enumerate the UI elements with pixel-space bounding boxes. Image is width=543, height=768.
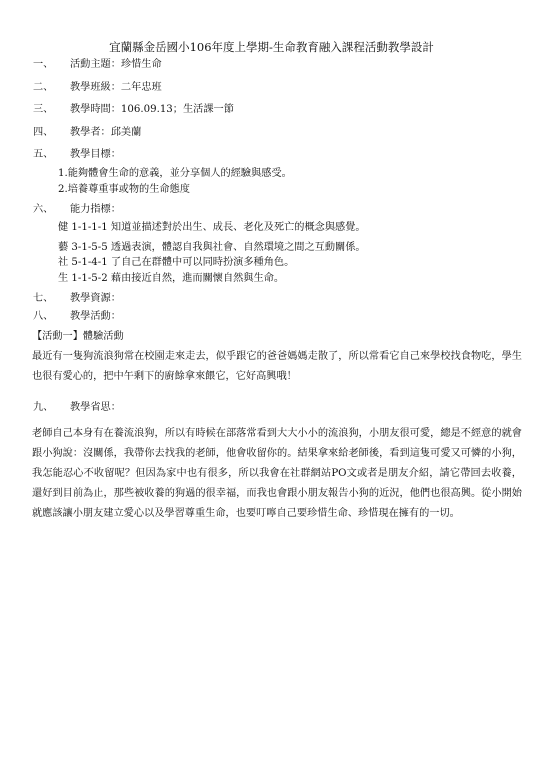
section-number: 一、 <box>33 59 54 70</box>
section-label: 教學班級：二年忠班 <box>70 82 162 93</box>
section-label: 教學省思： <box>70 402 121 413</box>
section-number: 三、 <box>33 104 54 115</box>
section-label: 教學者：邱美蘭 <box>70 127 142 138</box>
indicator-item: 社 5-1-4-1 了自己在群體中可以同時扮演多種角色。 <box>58 257 295 268</box>
activity-paragraph: 最近有一隻狗流浪狗常在校園走來走去，似乎跟它的爸爸媽媽走散了，所以常看它自己來學校找食物吃，學生也很有愛心的，把中午剩下的廚餘拿來餵它，它好高興哦！ <box>32 351 522 382</box>
section-number: 五、 <box>33 149 54 160</box>
indicator-item: 健 1-1-1-1 知道並描述對於出生、成長、老化及死亡的概念與感覺。 <box>58 222 366 233</box>
section-label: 教學目標： <box>70 149 121 160</box>
goal-item: 2.培養尊重事或物的生命態度 <box>58 184 190 195</box>
section-number: 九、 <box>33 402 54 413</box>
section-label: 活動主題：珍惜生命 <box>70 59 162 70</box>
activity-heading: 【活動一】體驗活動 <box>32 331 124 342</box>
section-label: 教學資源： <box>70 293 121 304</box>
section-number: 七、 <box>33 293 54 304</box>
indicator-item: 藝 3-1-5-5 透過表演，體認自我與社會、自然環境之間之互動關係。 <box>58 242 366 253</box>
section-number: 八、 <box>33 311 54 322</box>
section-number: 二、 <box>33 82 54 93</box>
indicator-item: 生 1-1-5-2 藉由接近自然，進而關懷自然與生命。 <box>58 273 285 284</box>
section-number: 六、 <box>33 204 54 215</box>
section-label: 教學時間：106.09.13；生活課一節 <box>70 104 234 115</box>
section-label: 教學活動： <box>70 311 121 322</box>
goal-item: 1.能夠體會生命的意義，並分享個人的經驗與感受。 <box>58 168 292 179</box>
document-title: 宜蘭縣金岳國小106年度上學期-生命教育融入課程活動教學設計 <box>109 40 434 54</box>
section-number: 四、 <box>33 127 54 138</box>
section-label: 能力指標： <box>70 204 121 215</box>
reflection-paragraph: 老師自己本身有在養流浪狗，所以有時候在部落常看到大大小小的流浪狗，小朋友很可愛，總是不經意的就會跟小狗說：沒關係，我帶你去找我的老師，他會收留你的。結果拿來給老師後，看到這隻可愛又可憐的小狗，我怎能忍心不收留呢？但因為家中也有很多，所以我會在社群網站PO文或者是朋友介紹，請它帶回去收養，還好到目前為止，那些被收養的狗過的很幸福，而我也會跟小朋友報告小狗的近況，他們也很高興。從小開始就應該讓小朋友建立愛心以及學習尊重生命，也要叮嚀自己要珍惜生命、珍惜現在擁有的一切。 <box>32 428 522 519</box>
